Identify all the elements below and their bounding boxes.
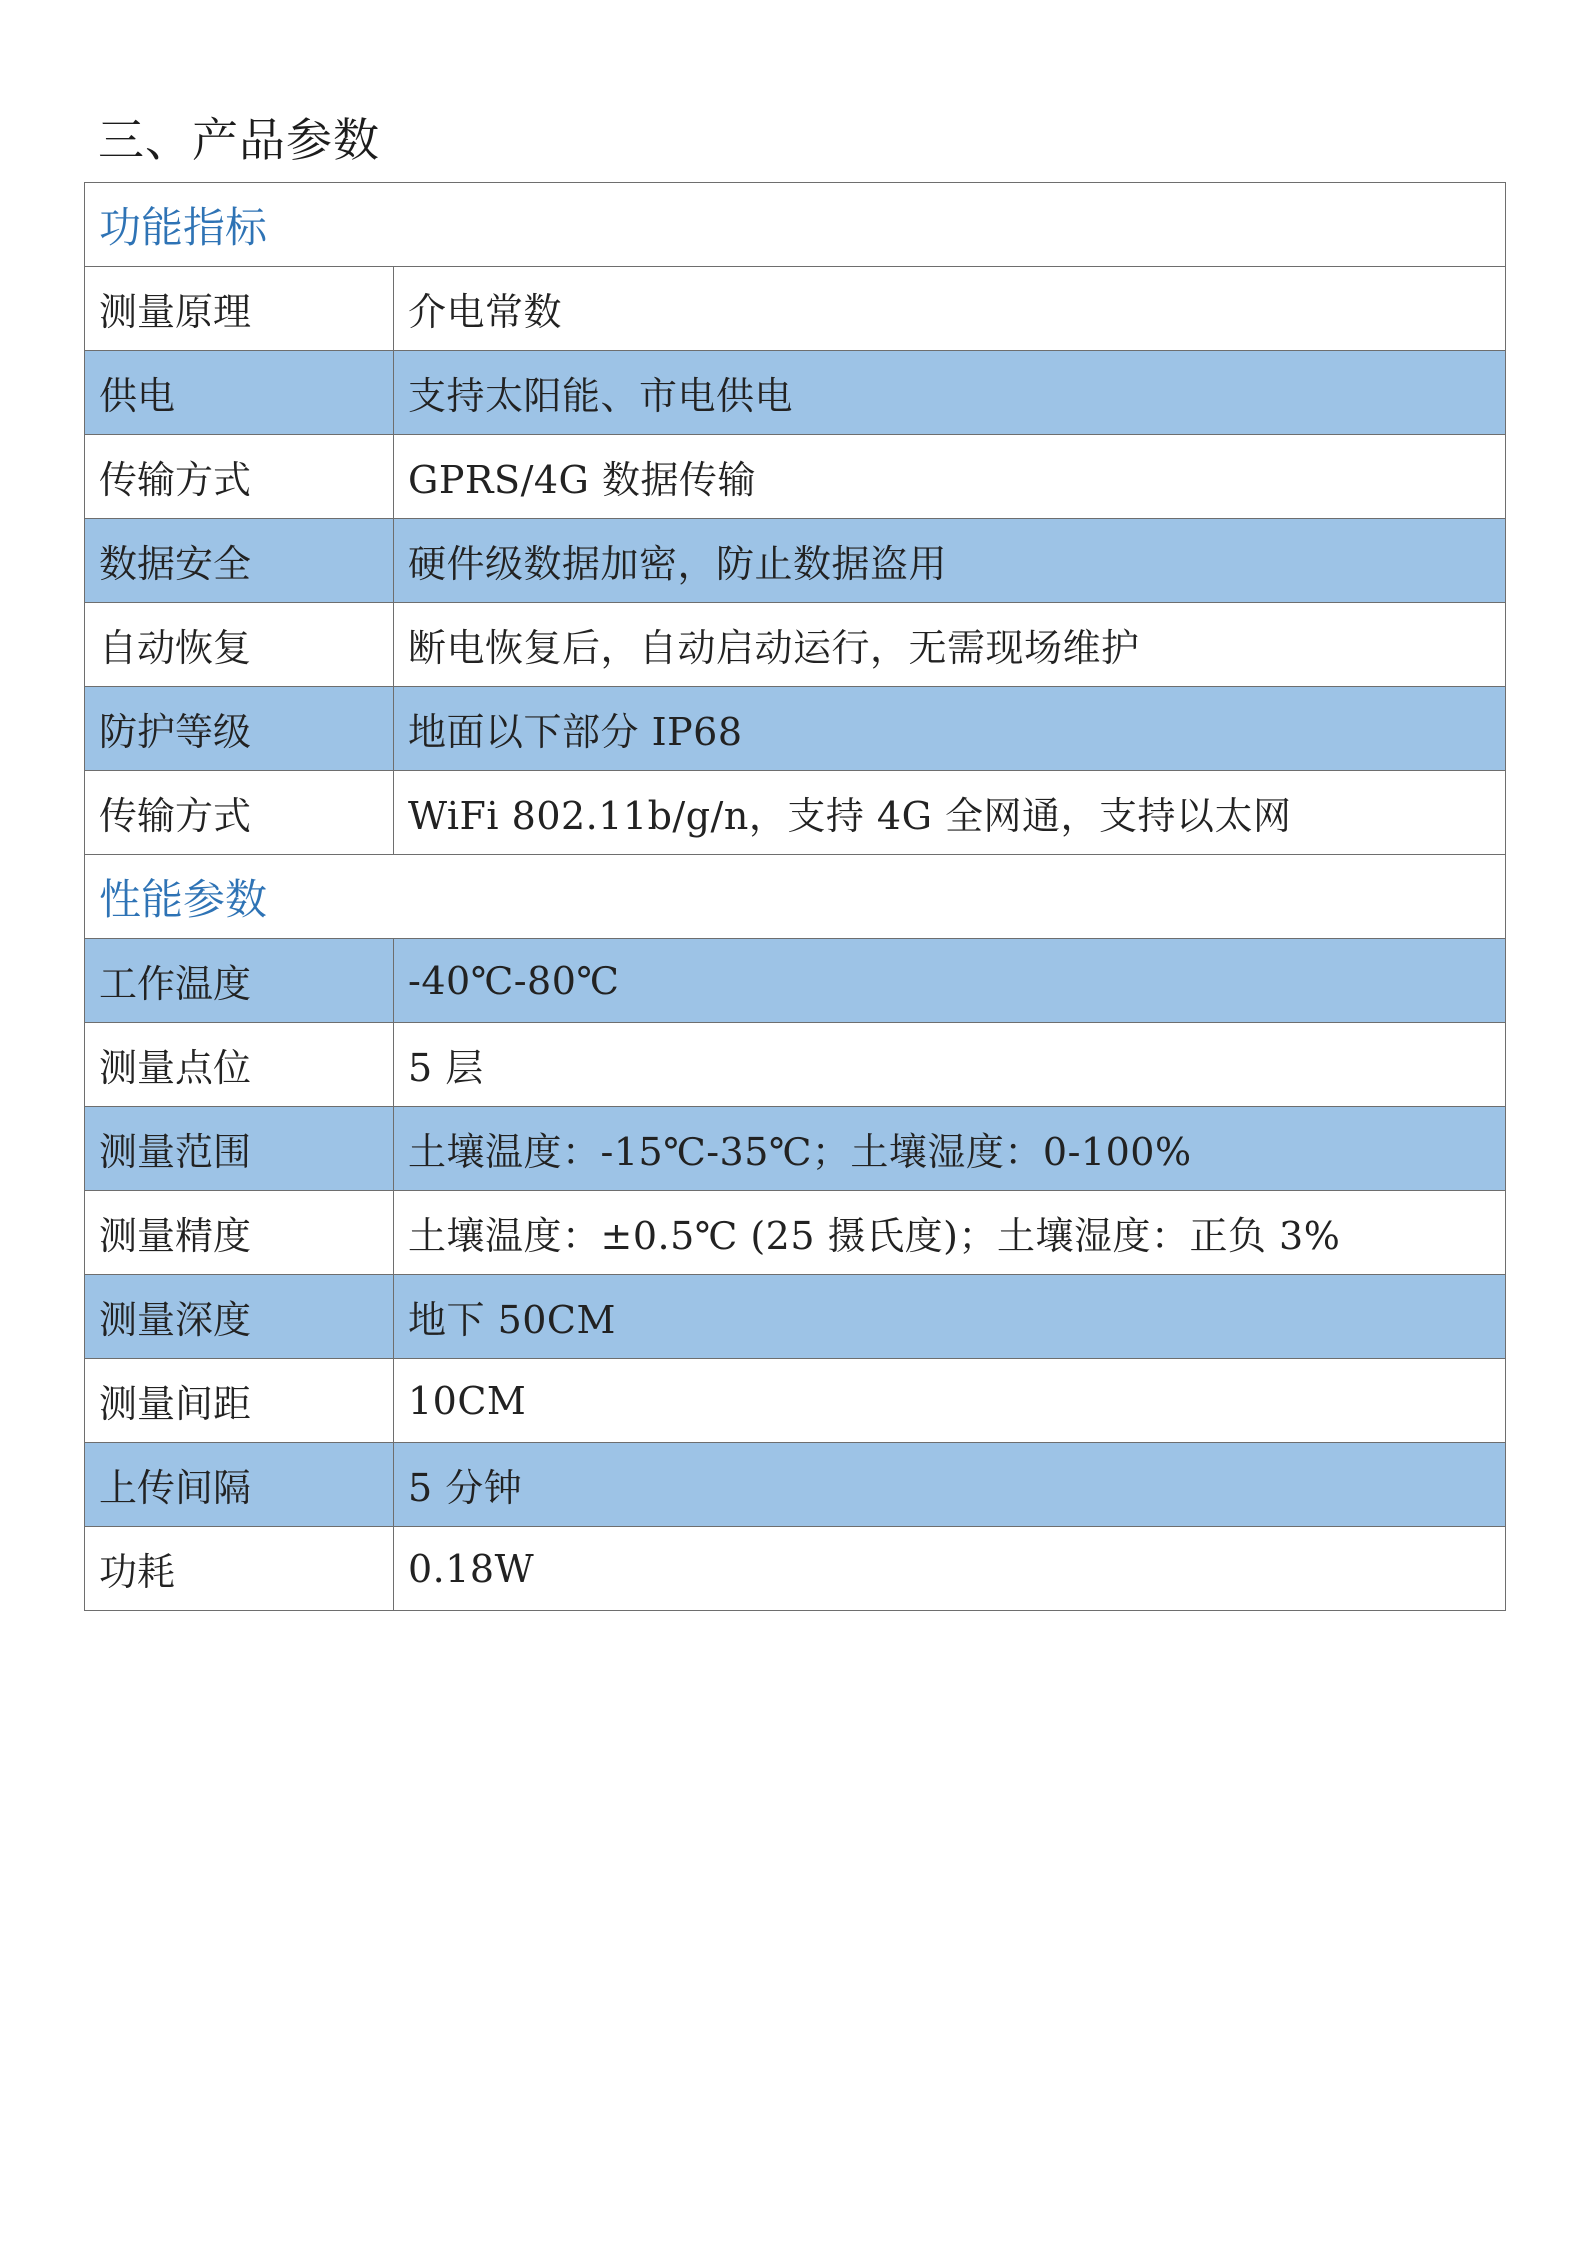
row-value: GPRS/4G 数据传输 xyxy=(394,435,1506,519)
table-row xyxy=(85,267,1506,351)
table-row xyxy=(85,351,1506,435)
row-label: 测量范围 xyxy=(85,1107,394,1191)
row-label: 自动恢复 xyxy=(85,603,394,687)
row-value: 10CM xyxy=(394,1359,1506,1443)
table-row xyxy=(85,1359,1506,1443)
row-label: 工作温度 xyxy=(85,939,394,1023)
row-value: -40℃-80℃ xyxy=(394,939,1506,1023)
table-row xyxy=(85,939,1506,1023)
row-value: 0.18W xyxy=(394,1527,1506,1611)
section-header-row xyxy=(85,855,1506,939)
section-header-row xyxy=(85,183,1506,267)
row-label: 防护等级 xyxy=(85,687,394,771)
row-value: 5 分钟 xyxy=(394,1443,1506,1527)
table-row xyxy=(85,1443,1506,1527)
table-row xyxy=(85,1191,1506,1275)
row-value: 土壤温度：±0.5℃ (25 摄氏度)；土壤湿度：正负 3% xyxy=(394,1191,1506,1275)
row-label: 测量间距 xyxy=(85,1359,394,1443)
table-row xyxy=(85,1107,1506,1191)
row-value: 地面以下部分 IP68 xyxy=(394,687,1506,771)
section-title: 性能参数 xyxy=(85,855,1506,939)
row-value: 支持太阳能、市电供电 xyxy=(394,351,1506,435)
row-label: 供电 xyxy=(85,351,394,435)
row-value: 介电常数 xyxy=(394,267,1506,351)
row-label: 传输方式 xyxy=(85,435,394,519)
section-title: 功能指标 xyxy=(85,183,1506,267)
table-row xyxy=(85,771,1506,855)
table-row xyxy=(85,687,1506,771)
table-row xyxy=(85,1527,1506,1611)
row-label: 上传间隔 xyxy=(85,1443,394,1527)
table-row xyxy=(85,603,1506,687)
spec-table xyxy=(84,182,1506,1611)
row-label: 测量深度 xyxy=(85,1275,394,1359)
row-value: WiFi 802.11b/g/n，支持 4G 全网通，支持以太网 xyxy=(394,771,1506,855)
row-label: 测量点位 xyxy=(85,1023,394,1107)
table-row xyxy=(85,1023,1506,1107)
row-value: 断电恢复后，自动启动运行，无需现场维护 xyxy=(394,603,1506,687)
row-label: 测量精度 xyxy=(85,1191,394,1275)
page-heading: 三、产品参数 xyxy=(98,113,380,167)
row-value: 地下 50CM xyxy=(394,1275,1506,1359)
row-label: 测量原理 xyxy=(85,267,394,351)
row-label: 功耗 xyxy=(85,1527,394,1611)
row-label: 传输方式 xyxy=(85,771,394,855)
row-label: 数据安全 xyxy=(85,519,394,603)
table-row xyxy=(85,519,1506,603)
row-value: 5 层 xyxy=(394,1023,1506,1107)
row-value: 硬件级数据加密，防止数据盗用 xyxy=(394,519,1506,603)
table-row xyxy=(85,1275,1506,1359)
table-row xyxy=(85,435,1506,519)
row-value: 土壤温度：-15℃-35℃；土壤湿度：0-100% xyxy=(394,1107,1506,1191)
